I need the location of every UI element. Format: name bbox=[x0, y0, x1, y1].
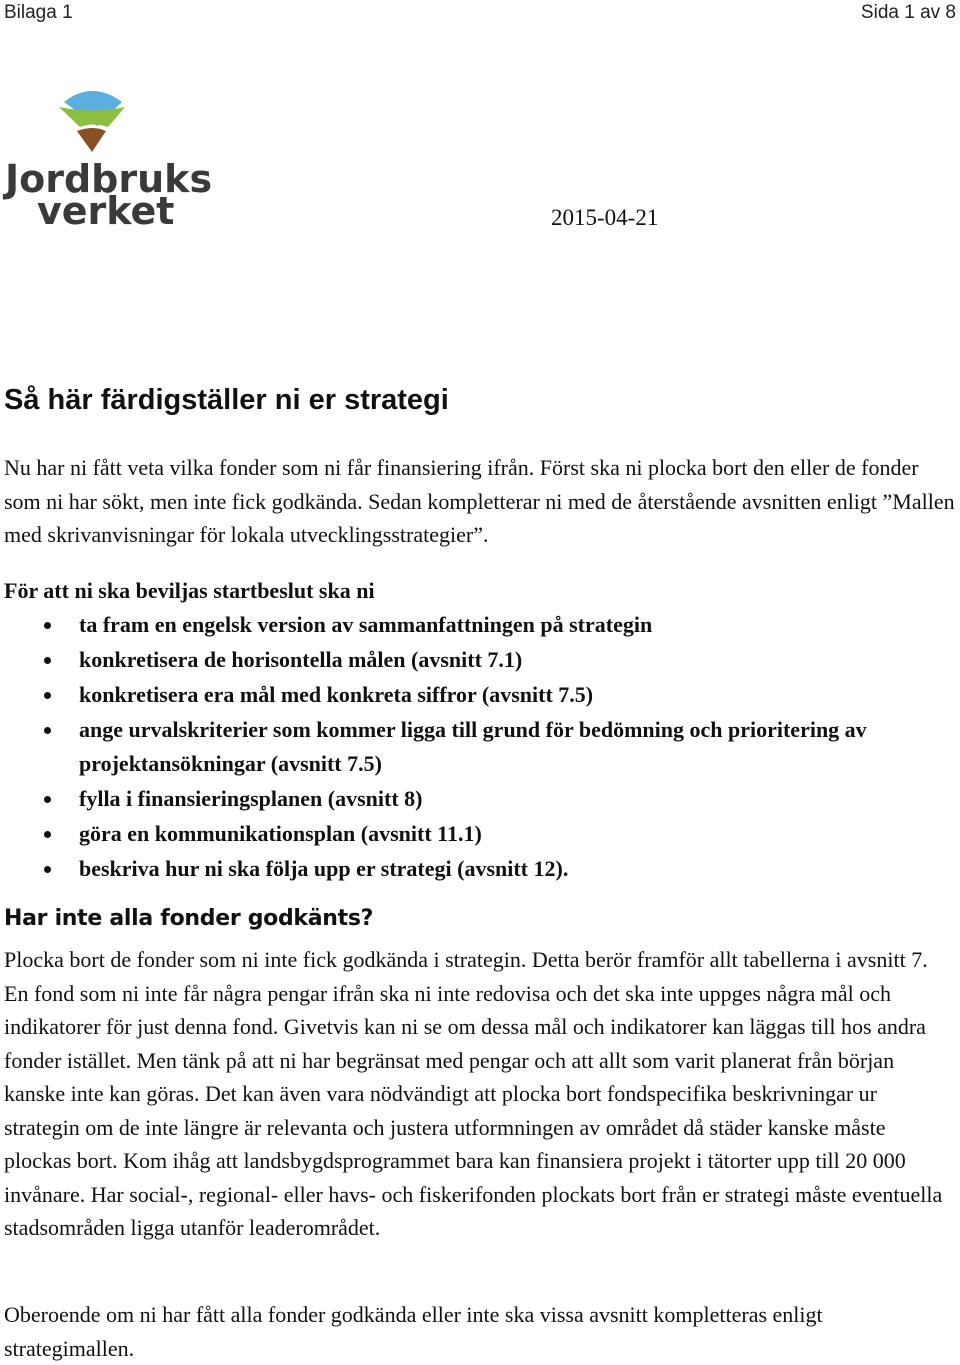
page-number: Sida 1 av 8 bbox=[860, 2, 956, 23]
logo-wordmark-line1: Jordbruks bbox=[5, 157, 213, 201]
list-item-text: ange urvalskriterier som kommer ligga till grund för bedömning och prioritering av projektansökningar (avsnitt 7.5) bbox=[79, 717, 867, 776]
requirements-list bbox=[4, 608, 956, 887]
bullet-icon bbox=[44, 866, 51, 873]
logo-mark-icon bbox=[4, 78, 213, 233]
bullet-icon bbox=[44, 622, 51, 629]
bullet-icon bbox=[44, 692, 51, 699]
bullet-icon bbox=[44, 796, 51, 803]
jordbruksverket-logo bbox=[4, 78, 213, 233]
document-date: 2015-04-21 bbox=[551, 205, 659, 230]
requirements-lead: För att ni ska beviljas startbeslut ska ni bbox=[4, 578, 375, 603]
list-item-text: fylla i finansieringsplanen (avsnitt 8) bbox=[79, 786, 423, 811]
list-item-text: konkretisera era mål med konkreta siffror (avsnitt 7.5) bbox=[79, 682, 594, 707]
section-heading: Har inte alla fonder godkänts? bbox=[4, 906, 374, 931]
list-item-text: göra en kommunikationsplan (avsnitt 11.1) bbox=[79, 821, 482, 846]
body-paragraph: Plocka bort de fonder som ni inte fick godkända i strategin. Detta berör framför allt tabellerna i avsnitt 7. En fond som ni inte får några pengar ifrån ska ni inte redovisa och det ska inte uppges några mål och indikatorer för just denna fond. Givetvis kan ni se om dessa mål och indikatorer kan läggas till hos andra fonder istället. Men tänk på att ni har begränsat med pengar och att allt som varit planerat från början kanske inte kan göras. Det kan även vara nödvändigt att plocka bort fondspecifika beskrivningar ur strategin om de inte längre är relevanta och justera utformningen av området då städer kanske måste plockas bort. Kom ihåg att landsbygdsprogrammet bara kan finansiera projekt i tätorter upp till 20 000 invånare. Har social-, regional- eller havs- och fiskerifonden plockats bort från er strategi måste eventuella stadsområden ligga utanför leaderområdet. bbox=[4, 947, 943, 1240]
page-title: Så här färdigställer ni er strategi bbox=[4, 384, 449, 416]
attachment-label: Bilaga 1 bbox=[4, 2, 73, 23]
list-item bbox=[4, 678, 956, 712]
bullet-icon bbox=[44, 727, 51, 734]
list-item bbox=[4, 817, 956, 851]
list-item bbox=[4, 643, 956, 677]
list-item-text: ta fram en engelsk version av sammanfattningen på strategin bbox=[79, 612, 653, 637]
list-item bbox=[4, 608, 956, 642]
list-item bbox=[4, 713, 956, 781]
list-item-text: beskriva hur ni ska följa upp er strategi (avsnitt 12). bbox=[79, 856, 569, 881]
bullet-icon bbox=[44, 657, 51, 664]
bullet-icon bbox=[44, 831, 51, 838]
intro-paragraph: Nu har ni fått veta vilka fonder som ni får finansiering ifrån. Först ska ni plocka bort den eller de fonder som ni har sökt, men inte fick godkända. Sedan kompletterar ni med de återstående avsnitten enligt ”Mallen med skrivanvisningar för lokala utvecklingsstrategier”. bbox=[4, 455, 955, 547]
list-item bbox=[4, 852, 956, 886]
logo-wordmark-line2: verket bbox=[37, 189, 175, 233]
list-item-text: konkretisera de horisontella målen (avsnitt 7.1) bbox=[79, 647, 523, 672]
closing-paragraph: Oberoende om ni har fått alla fonder godkända eller inte ska vissa avsnitt kompletteras enligt strategimallen. bbox=[4, 1302, 823, 1361]
list-item bbox=[4, 782, 956, 816]
